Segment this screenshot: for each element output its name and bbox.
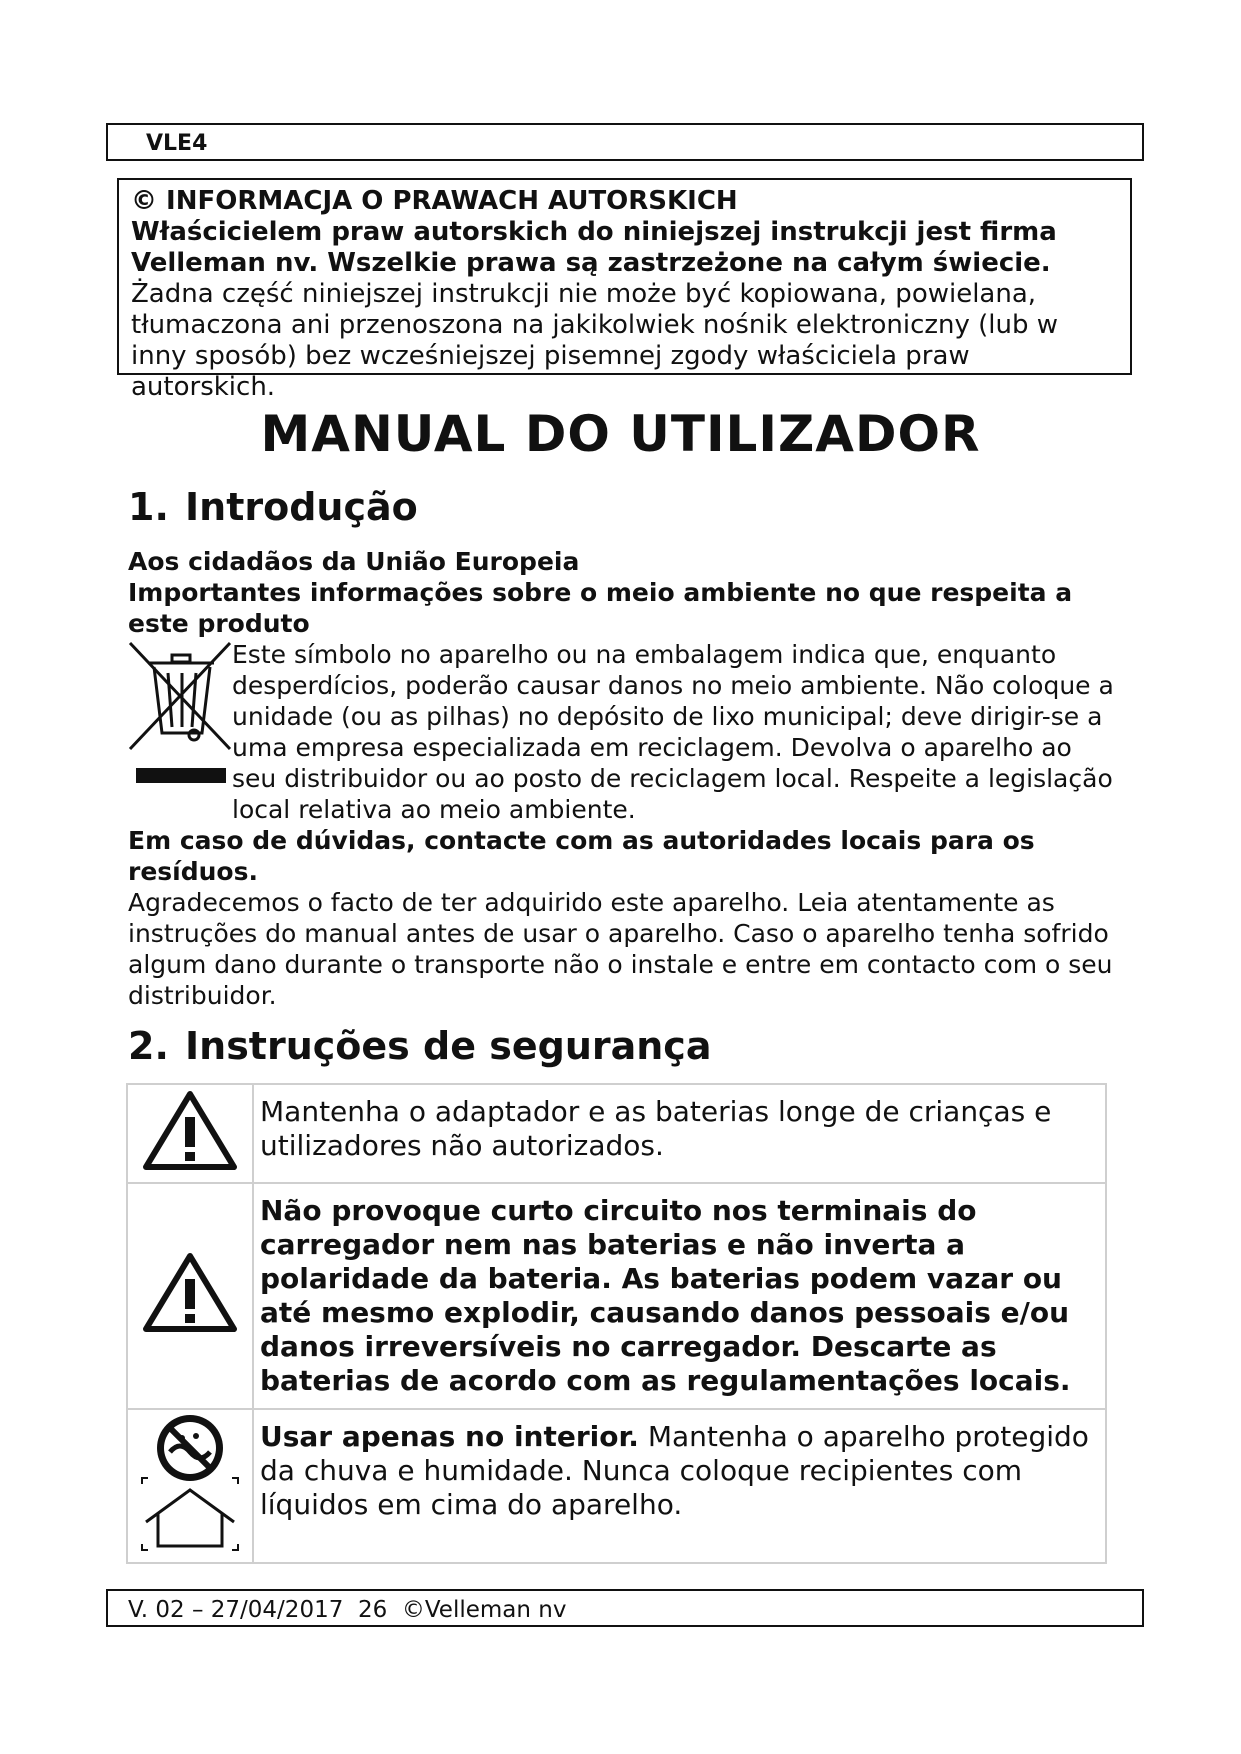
- copyright-box: [117, 178, 1132, 402]
- safety-text-cell: [253, 1084, 1106, 1183]
- page-title: MANUAL DO UTILIZADOR: [260, 405, 981, 463]
- weee-block: [128, 639, 1118, 825]
- crossed-out-bin-icon: [128, 641, 232, 753]
- safety-text-cell: [253, 1183, 1106, 1409]
- icon-cell: [127, 1084, 253, 1183]
- safety-row: [127, 1084, 1106, 1183]
- introduction-body: [128, 546, 1118, 1011]
- page-header: [106, 123, 1144, 161]
- safety-text-1: Mantenha o adaptador e as baterias longe de crianças e utilizadores não autorizados.: [260, 1095, 1052, 1162]
- section-2-title: Instruções de segurança: [185, 1024, 712, 1068]
- copyright-heading: © INFORMACJA O PRAWACH AUTORSKICH: [131, 186, 738, 216]
- copyright-bold-text: Właścicielem praw autorskich do niniejszej instrukcji jest firma Velleman nv. Wszelkie prawa są zastrzeżone na całym świecie.: [131, 217, 1057, 278]
- footer-text: V. 02 – 27/04/2017 26 ©Velleman nv: [128, 1597, 567, 1623]
- safety-row: [127, 1183, 1106, 1409]
- section-2-heading: [128, 1024, 711, 1068]
- weee-text: Este símbolo no aparelho ou na embalagem indica que, enquanto desperdícios, poderão causar danos no meio ambiente. Não coloque a unidade (ou as pilhas) no depósito de lixo municipal; deve dirigir-se a uma empresa especializada em reciclagem. Devolva o aparelho ao seu distribuidor ou ao posto de reciclagem local. Respeite a legislação local relativa ao meio ambiente.: [232, 640, 1114, 824]
- safety-table: [126, 1083, 1107, 1564]
- copyright-text: Żadna część niniejszej instrukcji nie może być kopiowana, powielana, tłumaczona ani przenoszona na jakikolwiek nośnik elektroniczny (lub w inny sposób) bez wcześniejszej pisemnej zgody właściciela praw autorskich.: [131, 279, 1059, 402]
- section-1-title: Introdução: [185, 485, 418, 529]
- safety-row: [127, 1409, 1106, 1563]
- weee-date-bar: [136, 768, 226, 783]
- section-1-heading: [128, 485, 418, 529]
- section-2-number: 2.: [128, 1024, 169, 1068]
- section-1-number: 1.: [128, 485, 169, 529]
- indoor-use-label: Usar apenas no interior.: [260, 1420, 639, 1453]
- icon-cell: [127, 1409, 253, 1563]
- doubts-notice: Em caso de dúvidas, contacte com as autoridades locais para os resíduos.: [128, 826, 1035, 886]
- safety-text-cell: [253, 1409, 1106, 1563]
- eu-citizens-subheading: Aos cidadãos da União Europeia: [128, 547, 580, 576]
- icon-cell: [127, 1183, 253, 1409]
- model-name: VLE4: [146, 131, 208, 156]
- warning-triangle-icon: [142, 1089, 238, 1171]
- environment-subheading: Importantes informações sobre o meio ambiente no que respeita a este produto: [128, 578, 1073, 638]
- warning-triangle-icon: [142, 1251, 238, 1333]
- indoor-use-only-icon: [140, 1412, 240, 1552]
- thanks-text: Agradecemos o facto de ter adquirido este aparelho. Leia atentamente as instruções do manual antes de usar o aparelho. Caso o aparelho tenha sofrido algum dano durante o transporte não o instale e entre em contacto com o seu distribuidor.: [128, 888, 1113, 1010]
- safety-text-2: Não provoque curto circuito nos terminais do carregador nem nas baterias e não inverta a polaridade da bateria. As baterias podem vazar ou até mesmo explodir, causando danos pessoais e/ou danos irreversíveis no carregador. Descarte as baterias de acordo com as regulamentações locais.: [260, 1194, 1071, 1397]
- page-footer: [106, 1589, 1144, 1627]
- safety-text-3: Mantenha o aparelho protegido da chuva e humidade. Nunca coloque recipientes com líquidos em cima do aparelho.: [260, 1420, 1089, 1521]
